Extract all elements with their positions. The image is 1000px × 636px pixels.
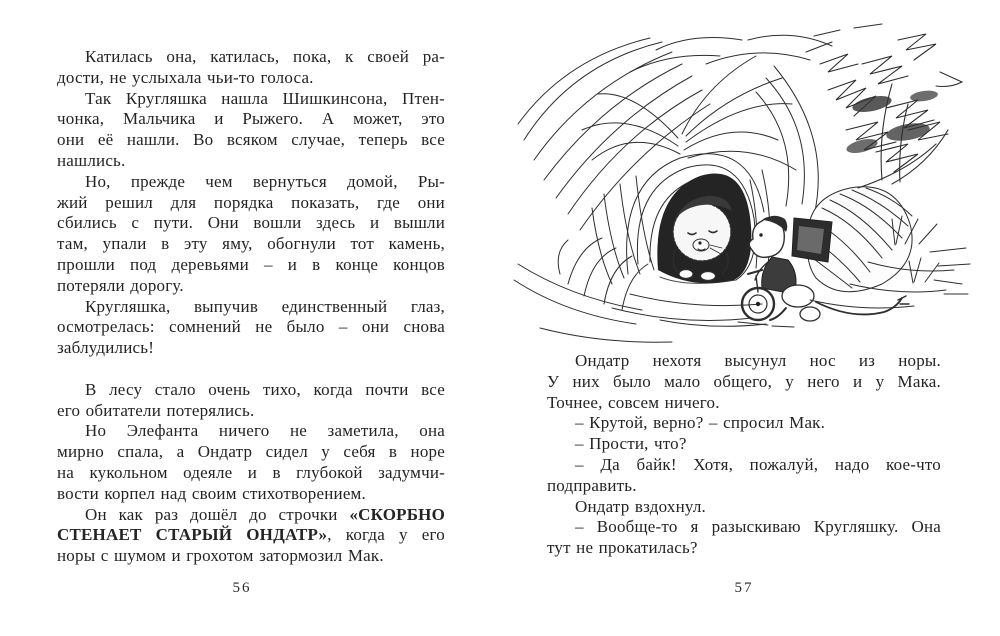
text-line: сбились с пути. Они вошли здесь и вышли	[57, 213, 445, 233]
text-line: осмотрелась: сомнений не было – они снова	[57, 317, 445, 337]
text-line: Он как раз дошёл до строчки «СКОРБНО	[85, 504, 445, 524]
text-line: дости, не услыхала чьи-то голоса.	[57, 67, 314, 87]
text-line: норы с шумом и грохотом затормозил Мак.	[57, 546, 384, 566]
text-line: они её нашли. Во всяком случае, теперь все	[57, 130, 445, 150]
text-line: чонка, Мальчика и Рыжего. А может, это	[57, 109, 445, 129]
text-line: У них было мало общего, у него и у Мака.	[547, 371, 941, 391]
text-line: подправить.	[547, 475, 637, 495]
text-line: – Да байк! Хотя, пожалуй, надо кое-что	[575, 454, 941, 474]
text-line: прошли под деревьями – и в конце концов	[57, 254, 445, 274]
text-line: Ондатр вздохнул.	[575, 496, 706, 516]
text-line: нашлись.	[57, 150, 126, 170]
text-line: заблудились!	[57, 338, 155, 358]
text-line: Но, прежде чем вернуться домой, Ры-	[85, 171, 445, 191]
text-line: СТЕНАЕТ СТАРЫЙ ОНДАТР», когда у его	[57, 525, 445, 545]
text-line: – Прости, что?	[575, 434, 687, 454]
text-line: на кукольном одеяле и в глубокой задумчи-	[57, 462, 445, 482]
page-number-right: 57	[734, 580, 754, 596]
text-line: потеряли дорогу.	[57, 275, 184, 295]
page-number-left: 56	[232, 580, 252, 596]
text-line: В лесу стало очень тихо, когда почти все	[85, 379, 445, 399]
text-line: вости корпел над своим стихотворением.	[57, 483, 366, 503]
text-line: его обитатели потерялись.	[57, 400, 255, 420]
text-line: Кругляшка, выпучив единственный глаз,	[85, 296, 445, 316]
text-line: там, упали в эту яму, обогнули тот камень,	[57, 234, 445, 254]
text-line: Но Элефанта ничего не заметила, она	[85, 421, 445, 441]
text-line: Так Кругляшка нашла Шишкинсона, Птен-	[85, 88, 445, 108]
text-line: Катилась она, катилась, пока, к своей ра-	[85, 47, 445, 66]
text-line: жий решил для порядка показать, где они	[57, 192, 445, 212]
text-line: – Вообще-то я разыскиваю Кругляшку. Она	[575, 517, 941, 537]
text-line: – Крутой, верно? – спросил Мак.	[575, 413, 826, 433]
right-page-text	[547, 351, 941, 559]
text-line: мирно спала, а Ондатр сидел у себя в норе	[57, 442, 445, 462]
bush	[806, 24, 962, 188]
text-line: Ондатр нехотя высунул нос из норы.	[575, 351, 941, 370]
text-line: тут не прокатилась?	[547, 538, 698, 558]
left-page-text	[57, 47, 445, 567]
illustration-ink-drawing	[510, 12, 990, 352]
text-line: Точнее, совсем ничего.	[547, 392, 720, 412]
